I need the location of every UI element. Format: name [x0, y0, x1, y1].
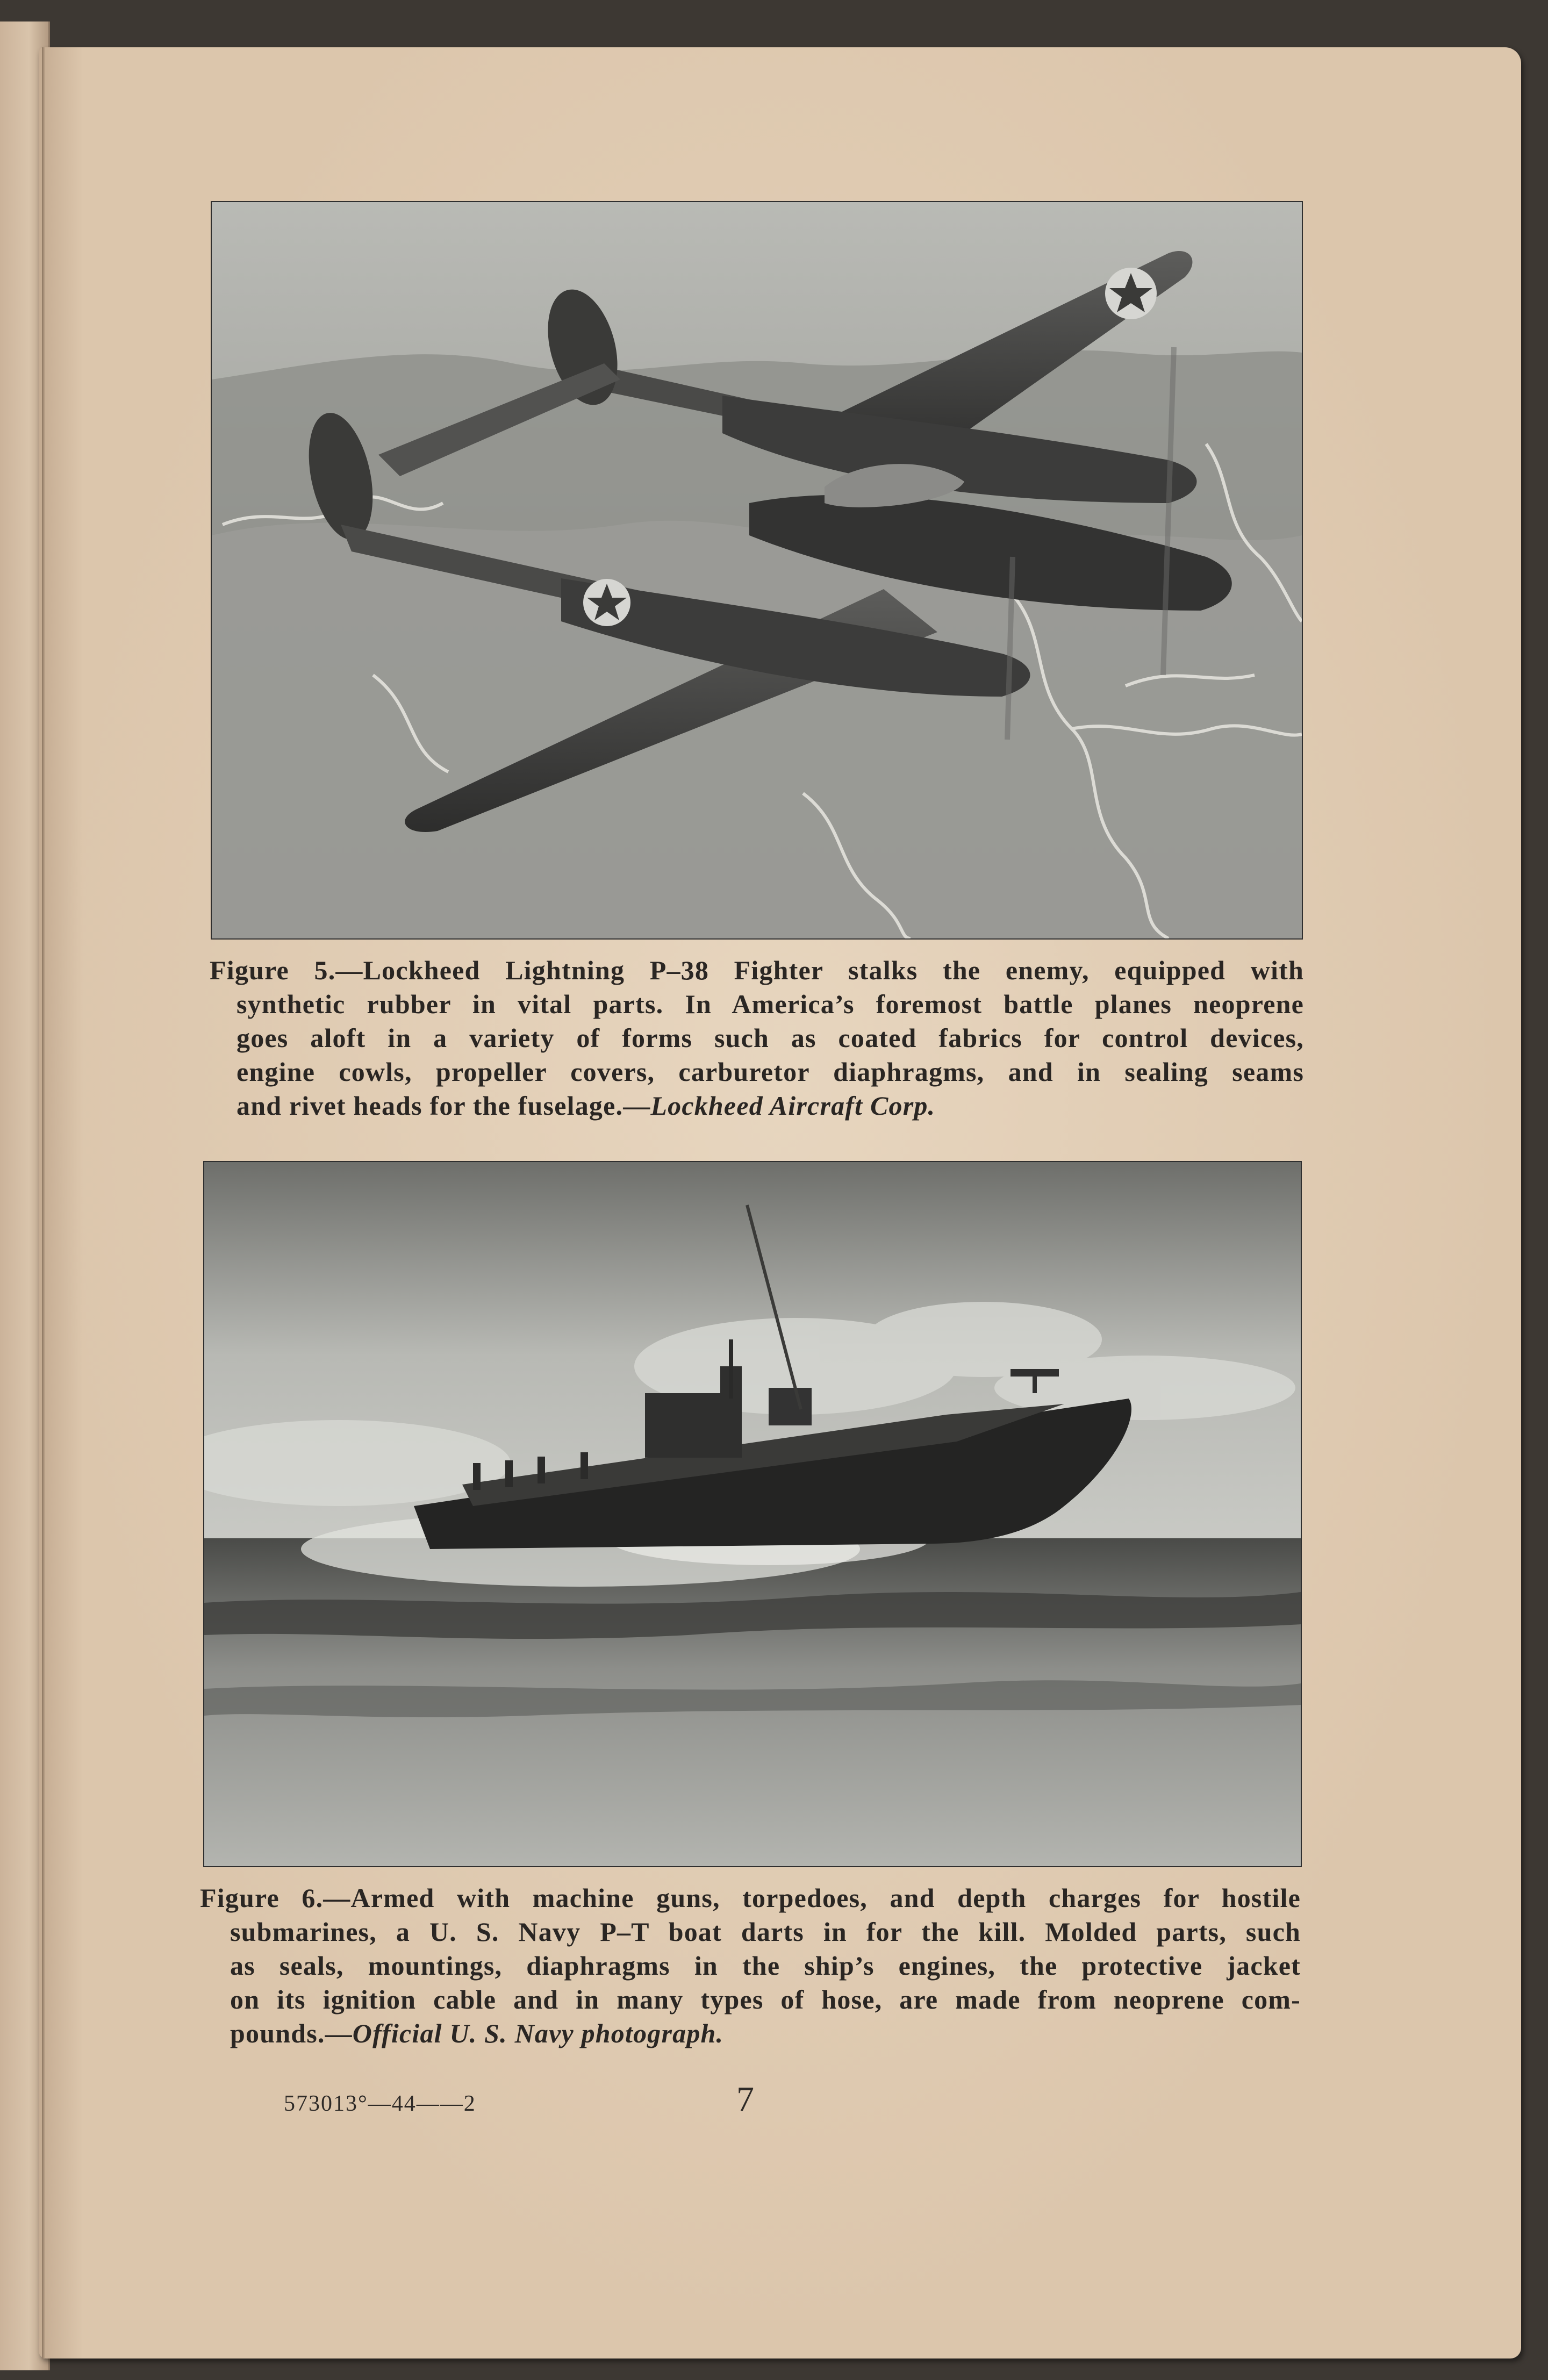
caption-line: engine cowls, propeller covers, carburetor diaphragms, and in sealing seams: [236, 1057, 1304, 1087]
caption-line-last: [200, 2017, 1301, 2051]
caption-line-last: [210, 1089, 1304, 1123]
print-code: 573013°—44——2: [284, 2091, 476, 2116]
figure-6-caption: [200, 1881, 1301, 2051]
caption-line: synthetic rubber in vital parts. In America’s foremost battle planes neoprene: [236, 989, 1304, 1019]
photo-credit: Lockheed Aircraft Corp.: [650, 1091, 936, 1121]
figure-6-photo: [203, 1161, 1302, 1867]
caption-text: pounds.—: [230, 2018, 353, 2048]
caption-line: Figure 5.—Lockheed Lightning P–38 Fighter stalks the enemy, equipped with: [210, 955, 1304, 985]
caption-line: on its ignition cable and in many types of hose, are made from neoprene com-: [230, 1984, 1301, 2015]
caption-text: and rivet heads for the fuselage.—: [236, 1091, 651, 1121]
p38-fighter-illustration: [212, 202, 1302, 938]
caption-line: as seals, mountings, diaphragms in the ship’s engines, the protective jacket: [230, 1951, 1301, 1981]
pt-boat-illustration: [204, 1162, 1301, 1866]
caption-line: goes aloft in a variety of forms such as coated fabrics for control devices,: [236, 1023, 1304, 1053]
figure-5-caption: [210, 954, 1304, 1123]
photo-credit: Official U. S. Navy photograph.: [352, 2018, 724, 2048]
figure-5-photo: [211, 201, 1303, 940]
caption-line: Figure 6.—Armed with machine guns, torpedoes, and depth charges for hostile: [200, 1883, 1301, 1913]
caption-line: submarines, a U. S. Navy P–T boat darts in for the kill. Molded parts, such: [230, 1917, 1301, 1947]
page-gutter: [42, 47, 45, 2359]
page-number: 7: [736, 2080, 754, 2119]
